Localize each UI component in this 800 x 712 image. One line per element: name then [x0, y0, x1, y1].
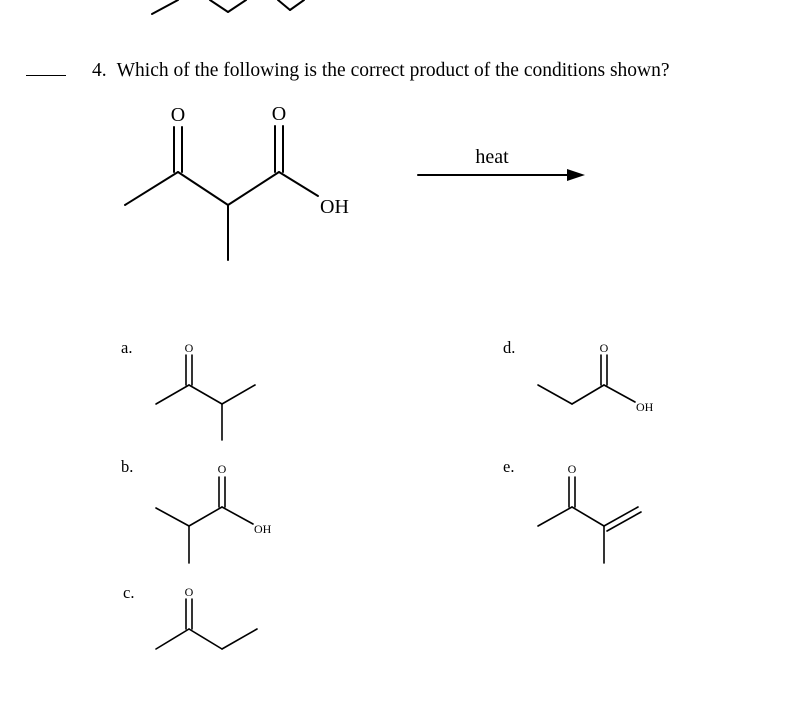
oxygen-label: O: [184, 341, 194, 355]
choice-e-structure[interactable]: [538, 462, 641, 563]
choice-d-label: d.: [503, 338, 516, 357]
bond: [538, 385, 572, 404]
bond: [538, 507, 572, 526]
hydroxyl-label: OH: [254, 522, 272, 536]
choice-a-structure[interactable]: [156, 341, 255, 440]
bond: [572, 507, 604, 526]
hydroxyl-label: OH: [636, 400, 654, 414]
reaction-condition: heat: [475, 146, 509, 168]
choice-c-label: c.: [123, 583, 135, 602]
question-number: 4.: [92, 60, 107, 81]
choice-b-structure[interactable]: [156, 462, 272, 563]
bond: [156, 629, 189, 649]
bond: [189, 385, 222, 404]
oxygen-label: O: [599, 341, 609, 355]
choice-d-structure[interactable]: [538, 341, 654, 414]
bond: [572, 385, 604, 404]
oxygen-label: O: [271, 103, 287, 125]
bond: [222, 507, 253, 524]
oxygen-label: O: [184, 585, 194, 599]
bond: [604, 385, 635, 402]
question-text: Which of the following is the correct product of the conditions shown?: [116, 60, 670, 81]
choice-c-structure[interactable]: [156, 585, 257, 649]
choice-b-label: b.: [121, 457, 134, 476]
choice-e-label: e.: [503, 457, 515, 476]
choice-a-label: a.: [121, 338, 133, 357]
bond: [156, 385, 189, 404]
oxygen-label: O: [567, 462, 577, 476]
bond: [189, 629, 222, 649]
bond: [189, 507, 222, 526]
oxygen-label: O: [170, 104, 186, 126]
bond: [222, 629, 257, 649]
hydroxyl-label: OH: [320, 196, 349, 218]
bond: [156, 508, 189, 526]
oxygen-label: O: [217, 462, 227, 476]
bond: [222, 385, 255, 404]
